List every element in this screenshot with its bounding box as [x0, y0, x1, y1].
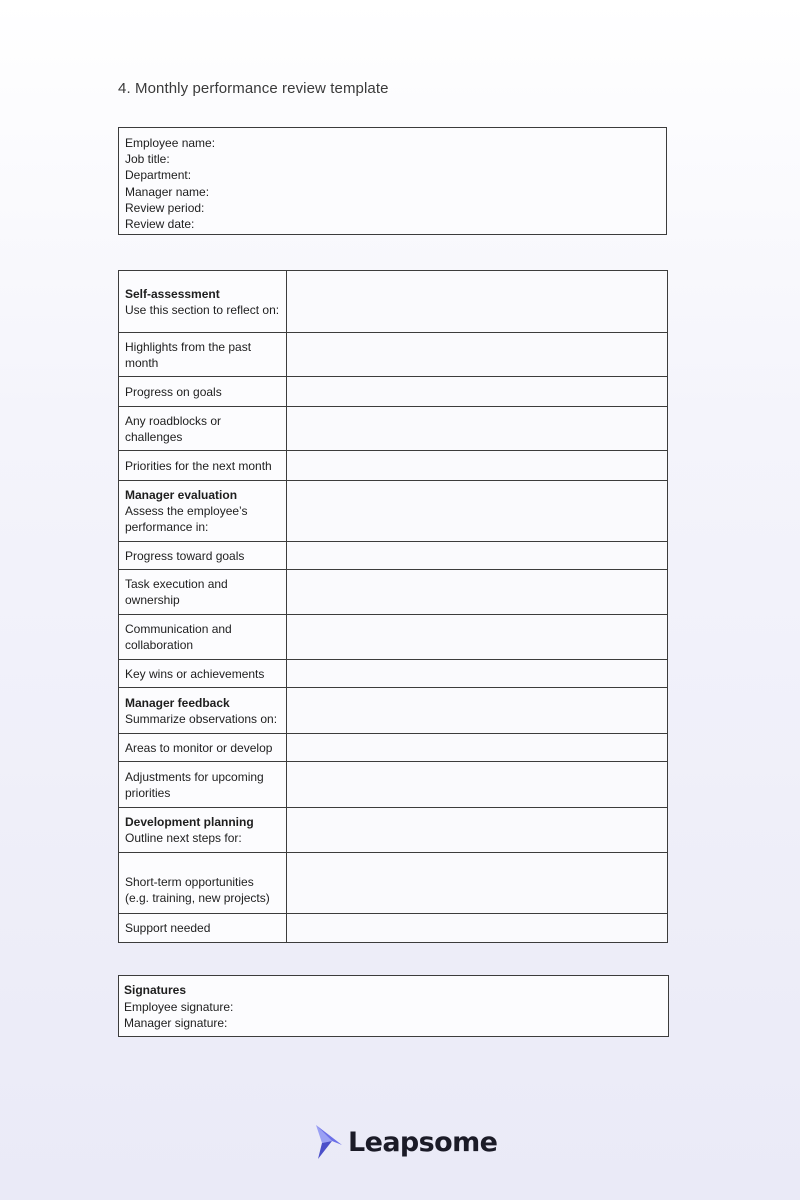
- section-title: Self-assessment: [125, 286, 220, 301]
- answer-cell[interactable]: [287, 333, 668, 377]
- prompt-label: Priorities for the next month: [125, 458, 272, 473]
- prompt-cell: [119, 853, 287, 914]
- answer-cell[interactable]: [287, 660, 668, 688]
- prompt-cell: [119, 451, 287, 481]
- prompt-label: Communication and collaboration: [125, 622, 232, 652]
- section-title: Manager evaluation: [125, 488, 238, 502]
- prompt-cell: [119, 615, 287, 660]
- table-row: [119, 481, 668, 542]
- prompt-cell: [119, 377, 287, 407]
- section-instruction: Summarize observations on:: [125, 711, 278, 726]
- section-header-cell: [119, 481, 287, 542]
- table-row: [119, 660, 668, 688]
- prompt-label: Short-term opportunities (e.g. training, new projects): [125, 875, 270, 905]
- section-instruction: Use this section to reflect on:: [125, 302, 280, 317]
- prompt-cell: [119, 914, 287, 943]
- signatures-box: [118, 975, 669, 1037]
- table-row: [119, 542, 668, 570]
- prompt-label: Task execution and ownership: [125, 577, 228, 607]
- answer-cell[interactable]: [287, 271, 668, 333]
- prompt-label: Adjustments for upcoming priorities: [125, 769, 264, 800]
- section-header-cell: [119, 271, 287, 333]
- manager-signature-label: Manager signature:: [124, 1016, 228, 1030]
- section-instruction: Outline next steps for:: [125, 831, 242, 845]
- review-date-label: Review date:: [125, 217, 195, 232]
- answer-cell[interactable]: [287, 808, 668, 853]
- table-row: [119, 734, 668, 762]
- prompt-label: Key wins or achievements: [125, 666, 265, 681]
- page-title: 4. Monthly performance review template: [118, 80, 389, 97]
- prompt-cell: [119, 734, 287, 762]
- answer-cell[interactable]: [287, 688, 668, 734]
- answer-cell[interactable]: [287, 734, 668, 762]
- answer-cell[interactable]: [287, 542, 668, 570]
- prompt-label: Progress on goals: [125, 384, 222, 399]
- answer-cell[interactable]: [287, 762, 668, 808]
- review-period-label: Review period:: [125, 200, 205, 215]
- leapsome-bird-icon: [314, 1123, 344, 1161]
- table-row: [119, 377, 668, 407]
- prompt-cell: [119, 660, 287, 688]
- answer-cell[interactable]: [287, 481, 668, 542]
- prompt-cell: [119, 762, 287, 808]
- section-header-cell: [119, 688, 287, 734]
- manager-name-label: Manager name:: [125, 184, 210, 199]
- answer-cell[interactable]: [287, 377, 668, 407]
- table-row: [119, 762, 668, 808]
- employee-name-label: Employee name:: [125, 136, 216, 150]
- department-label: Department:: [125, 168, 192, 183]
- table-row: [119, 615, 668, 660]
- table-row: [119, 914, 668, 943]
- prompt-cell: [119, 570, 287, 615]
- table-row: [119, 688, 668, 734]
- table-row: [119, 451, 668, 481]
- job-title-label: Job title:: [125, 152, 170, 167]
- answer-cell[interactable]: [287, 853, 668, 914]
- prompt-label: Progress toward goals: [125, 548, 245, 563]
- logo-text: Leapsome: [348, 1126, 498, 1158]
- section-header-cell: [119, 808, 287, 853]
- table-row: [119, 808, 668, 853]
- section-title: Development planning: [125, 815, 254, 829]
- employee-signature-label: Employee signature:: [124, 999, 234, 1014]
- answer-cell[interactable]: [287, 570, 668, 615]
- prompt-cell: [119, 407, 287, 451]
- employee-info-box: [118, 127, 667, 235]
- prompt-cell: [119, 542, 287, 570]
- prompt-label: Highlights from the past month: [125, 339, 252, 370]
- section-title: Manager feedback: [125, 695, 230, 710]
- prompt-cell: [119, 333, 287, 377]
- table-row: [119, 570, 668, 615]
- prompt-label: Any roadblocks or challenges: [125, 413, 222, 444]
- answer-cell[interactable]: [287, 407, 668, 451]
- leapsome-logo: [314, 1122, 497, 1162]
- answer-cell[interactable]: [287, 615, 668, 660]
- table-row: [119, 271, 668, 333]
- table-row: [119, 333, 668, 377]
- table-row: [119, 853, 668, 914]
- prompt-label: Support needed: [125, 921, 211, 935]
- section-instruction: Assess the employee’s performance in:: [125, 504, 248, 534]
- prompt-label: Areas to monitor or develop: [125, 740, 273, 755]
- table-row: [119, 407, 668, 451]
- answer-cell[interactable]: [287, 914, 668, 943]
- signatures-title: Signatures: [124, 983, 187, 997]
- review-table-body: [119, 271, 668, 943]
- answer-cell[interactable]: [287, 451, 668, 481]
- review-table: [118, 270, 668, 943]
